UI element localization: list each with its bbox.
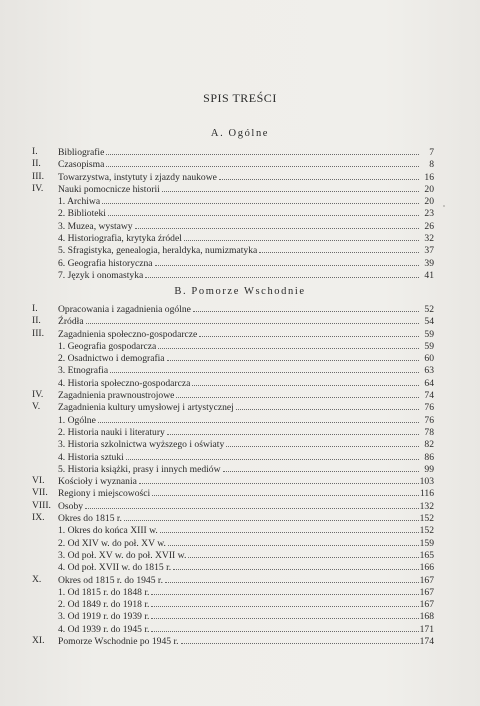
toc-leader-dots <box>155 257 419 266</box>
toc-entry <box>32 438 434 450</box>
toc-entry-page-number: 23 <box>424 208 434 220</box>
toc-entry-label: Okres od 1815 r. do 1945 r. <box>58 574 163 586</box>
toc-entry-number: XI. <box>32 635 45 647</box>
toc-entry-page-number: 159 <box>419 537 434 549</box>
section-a-heading: A. Ogólne <box>210 128 270 139</box>
toc-entry-label: 4. Historia społeczno-gospodarcza <box>58 377 191 389</box>
toc-leader-dots <box>160 524 419 533</box>
toc-entry-page-number: 86 <box>424 451 434 463</box>
toc-leader-dots <box>135 220 419 229</box>
section-b-toc-list <box>32 303 434 647</box>
toc-entry-page-number: 54 <box>424 316 434 328</box>
toc-entry <box>32 377 434 389</box>
toc-entry-label: 1. Geografia gospodarcza <box>58 340 157 352</box>
toc-entry-number: IX. <box>32 512 45 524</box>
toc-entry-page-number: 20 <box>424 183 434 195</box>
toc-entry <box>32 426 434 438</box>
toc-entry <box>32 195 434 207</box>
toc-entry-page-number: 99 <box>424 463 434 475</box>
toc-entry-label: Zagadnienia kultury umysłowej i artystycznej <box>58 402 234 414</box>
toc-entry-number: I. <box>32 146 38 157</box>
toc-entry-label: 2. Osadnictwo i demografia <box>58 353 165 365</box>
toc-entry <box>32 207 434 219</box>
toc-entry-page-number: 26 <box>424 220 434 232</box>
toc-entry-page-number: 59 <box>424 340 434 352</box>
toc-leader-dots <box>181 635 419 644</box>
toc-entry-label: 5. Sfragistyka, genealogia, heraldyka, numizmatyka <box>58 245 258 257</box>
toc-entry-page-number: 74 <box>424 390 434 402</box>
toc-leader-dots <box>158 340 419 349</box>
toc-entry <box>32 303 434 315</box>
toc-entry <box>32 183 434 195</box>
toc-entry-label: Czasopisma <box>58 159 105 171</box>
toc-entry <box>32 158 434 170</box>
toc-entry-label: 4. Historia sztuki <box>58 451 124 463</box>
toc-entry-page-number: 7 <box>429 147 434 158</box>
toc-entry-label: 3. Od poł. XV w. do poł. XVII w. <box>58 549 187 561</box>
toc-entry <box>32 328 434 340</box>
toc-entry <box>32 549 434 561</box>
toc-entry-page-number: 174 <box>419 636 434 648</box>
toc-entry-label: 2. Biblioteki <box>58 208 106 220</box>
toc-entry-number: VI. <box>32 475 45 487</box>
toc-leader-dots <box>139 475 419 484</box>
toc-entry-page-number: 82 <box>424 439 434 451</box>
toc-entry-page-number: 103 <box>419 476 434 488</box>
toc-entry-number: II. <box>32 315 41 327</box>
toc-entry-page-number: 116 <box>419 488 434 500</box>
toc-leader-dots <box>98 414 419 423</box>
toc-leader-dots <box>219 171 419 180</box>
toc-entry <box>32 171 434 183</box>
toc-entry <box>32 340 434 352</box>
toc-leader-dots <box>188 549 418 558</box>
toc-entry-label: 4. Historiografia, krytyka źródel <box>58 233 182 245</box>
toc-entry-page-number: 16 <box>424 171 434 183</box>
toc-leader-dots <box>167 426 419 435</box>
toc-leader-dots <box>184 232 419 241</box>
section-b-heading: B. Pomorze Wschodnie <box>174 286 306 297</box>
toc-entry-label: Nauki pomocnicze historii <box>58 183 160 195</box>
toc-leader-dots <box>151 610 418 619</box>
toc-entry-page-number: 60 <box>424 353 434 365</box>
toc-entry <box>32 561 434 573</box>
toc-entry <box>32 512 434 524</box>
paper-speck <box>443 205 445 207</box>
toc-entry <box>32 257 434 269</box>
toc-entry-page-number: 64 <box>424 377 434 389</box>
toc-entry <box>32 475 434 487</box>
toc-entry-label: 1. Archiwa <box>58 196 101 208</box>
toc-entry <box>32 487 434 499</box>
toc-entry <box>32 315 434 327</box>
toc-entry-page-number: 167 <box>419 599 434 611</box>
toc-entry <box>32 537 434 549</box>
toc-entry-page-number: 63 <box>424 365 434 377</box>
toc-entry-label: Bibliografie <box>58 147 105 158</box>
toc-entry <box>32 220 434 232</box>
section-a-toc-list <box>32 146 434 281</box>
toc-leader-dots <box>226 438 419 447</box>
toc-entry-page-number: 37 <box>424 245 434 257</box>
toc-entry <box>32 146 434 158</box>
toc-entry-page-number: 167 <box>419 574 434 586</box>
toc-entry <box>32 635 434 647</box>
toc-entry-number: X. <box>32 573 42 585</box>
toc-entry-label: 3. Muzea, wystawy <box>58 220 133 232</box>
toc-entry-number: IV. <box>32 389 44 401</box>
toc-leader-dots <box>152 487 419 496</box>
toc-leader-dots <box>151 586 418 595</box>
toc-entry-label: 3. Etnografia <box>58 365 109 377</box>
toc-entry-label: Pomorze Wschodnie po 1945 r. <box>58 636 179 648</box>
toc-leader-dots <box>126 451 419 460</box>
toc-entry-page-number: 39 <box>424 257 434 269</box>
toc-entry <box>32 586 434 598</box>
toc-entry-label: Kościoły i wyznania <box>58 476 137 488</box>
toc-entry-label: 3. Od 1919 r. do 1939 r. <box>58 611 150 623</box>
toc-leader-dots <box>108 207 419 216</box>
toc-entry-page-number: 168 <box>419 611 434 623</box>
toc-entry-page-number: 132 <box>419 500 434 512</box>
toc-entry-page-number: 165 <box>419 549 434 561</box>
toc-leader-dots <box>86 315 419 324</box>
toc-entry-label: 4. Od poł. XVII w. do 1815 r. <box>58 562 172 574</box>
toc-entry-label: 1. Od 1815 r. do 1848 r. <box>58 586 150 598</box>
toc-entry-page-number: 171 <box>419 623 434 635</box>
toc-entry-page-number: 8 <box>429 159 434 171</box>
toc-leader-dots <box>192 377 419 386</box>
toc-leader-dots <box>167 352 419 361</box>
toc-entry <box>32 623 434 635</box>
toc-leader-dots <box>106 146 419 155</box>
toc-entry <box>32 463 434 475</box>
toc-entry <box>32 414 434 426</box>
toc-entry-page-number: 20 <box>424 196 434 208</box>
toc-entry-label: Regiony i miejscowości <box>58 488 151 500</box>
toc-leader-dots <box>165 574 419 583</box>
toc-entry-label: 1. Ogólne <box>58 414 96 426</box>
toc-entry-page-number: 52 <box>424 304 434 315</box>
toc-entry-label: 1. Okres do końca XIII w. <box>58 525 158 537</box>
toc-entry-label: 2. Historia nauki i literatury <box>58 426 165 438</box>
toc-leader-dots <box>151 598 418 607</box>
toc-entry-page-number: 41 <box>424 269 434 281</box>
toc-entry-page-number: 166 <box>419 562 434 574</box>
toc-entry-label: Zagadnienia prawnoustrojowe <box>58 390 175 402</box>
toc-leader-dots <box>176 389 419 398</box>
toc-entry-label: 6. Geografia historyczna <box>58 257 153 269</box>
toc-entry <box>32 598 434 610</box>
toc-entry-label: 3. Historia szkolnictwa wyższego i oświaty <box>58 439 225 451</box>
toc-leader-dots <box>236 401 419 410</box>
toc-entry-number: III. <box>32 170 44 182</box>
toc-leader-dots <box>85 500 419 509</box>
toc-entry <box>32 232 434 244</box>
toc-entry-label: Towarzystwa, instytuty i zjazdy naukowe <box>58 171 217 183</box>
toc-entry-number: III. <box>32 327 44 339</box>
toc-entry-page-number: 167 <box>419 586 434 598</box>
toc-entry <box>32 352 434 364</box>
toc-entry-page-number: 76 <box>424 414 434 426</box>
toc-entry-number: V. <box>32 401 41 413</box>
toc-entry-page-number: 59 <box>424 328 434 340</box>
toc-leader-dots <box>124 512 419 521</box>
toc-leader-dots <box>102 195 419 204</box>
toc-leader-dots <box>162 183 419 192</box>
toc-entry-label: 5. Historia książki, prasy i innych mediów <box>58 463 221 475</box>
toc-leader-dots <box>110 364 419 373</box>
toc-entry <box>32 401 434 413</box>
toc-entry <box>32 244 434 256</box>
page-title: SPIS TREŚCI <box>203 91 277 105</box>
toc-entry-label: Osoby <box>58 500 84 512</box>
toc-entry-number: IV. <box>32 182 44 194</box>
toc-entry <box>32 574 434 586</box>
toc-entry-number: VII. <box>32 487 48 499</box>
toc-entry-label: Źródła <box>58 316 84 328</box>
toc-leader-dots <box>199 328 419 337</box>
toc-entry-label: Okres do 1815 r. <box>58 513 122 525</box>
toc-leader-dots <box>223 463 419 472</box>
toc-leader-dots <box>145 269 419 278</box>
toc-entry-label: 2. Od 1849 r. do 1918 r. <box>58 599 150 611</box>
toc-entry <box>32 610 434 622</box>
toc-leader-dots <box>151 623 418 632</box>
toc-entry-label: Opracowania i zagadnienia ogólne <box>58 304 191 315</box>
toc-entry <box>32 269 434 281</box>
toc-entry-label: 4. Od 1939 r. do 1945 r. <box>58 623 150 635</box>
toc-entry-number: II. <box>32 158 41 170</box>
toc-entry <box>32 389 434 401</box>
toc-entry-number: VIII. <box>32 499 51 511</box>
toc-entry <box>32 500 434 512</box>
toc-leader-dots <box>259 244 419 253</box>
toc-leader-dots <box>168 537 419 546</box>
toc-entry <box>32 364 434 376</box>
toc-entry-page-number: 152 <box>419 513 434 525</box>
toc-entry-label: 7. Język i onomastyka <box>58 269 144 281</box>
toc-leader-dots <box>193 303 419 312</box>
toc-entry-page-number: 152 <box>419 525 434 537</box>
toc-entry-label: 2. Od XIV w. do poł. XV w. <box>58 537 166 549</box>
toc-entry-page-number: 78 <box>424 426 434 438</box>
toc-entry-number: I. <box>32 303 38 314</box>
toc-leader-dots <box>106 158 419 167</box>
toc-entry-label: Zagadnienia społeczno-gospodarcze <box>58 328 198 340</box>
toc-entry-page-number: 76 <box>424 402 434 414</box>
toc-leader-dots <box>173 561 418 570</box>
toc-entry <box>32 451 434 463</box>
toc-entry-page-number: 32 <box>424 233 434 245</box>
toc-entry <box>32 524 434 536</box>
